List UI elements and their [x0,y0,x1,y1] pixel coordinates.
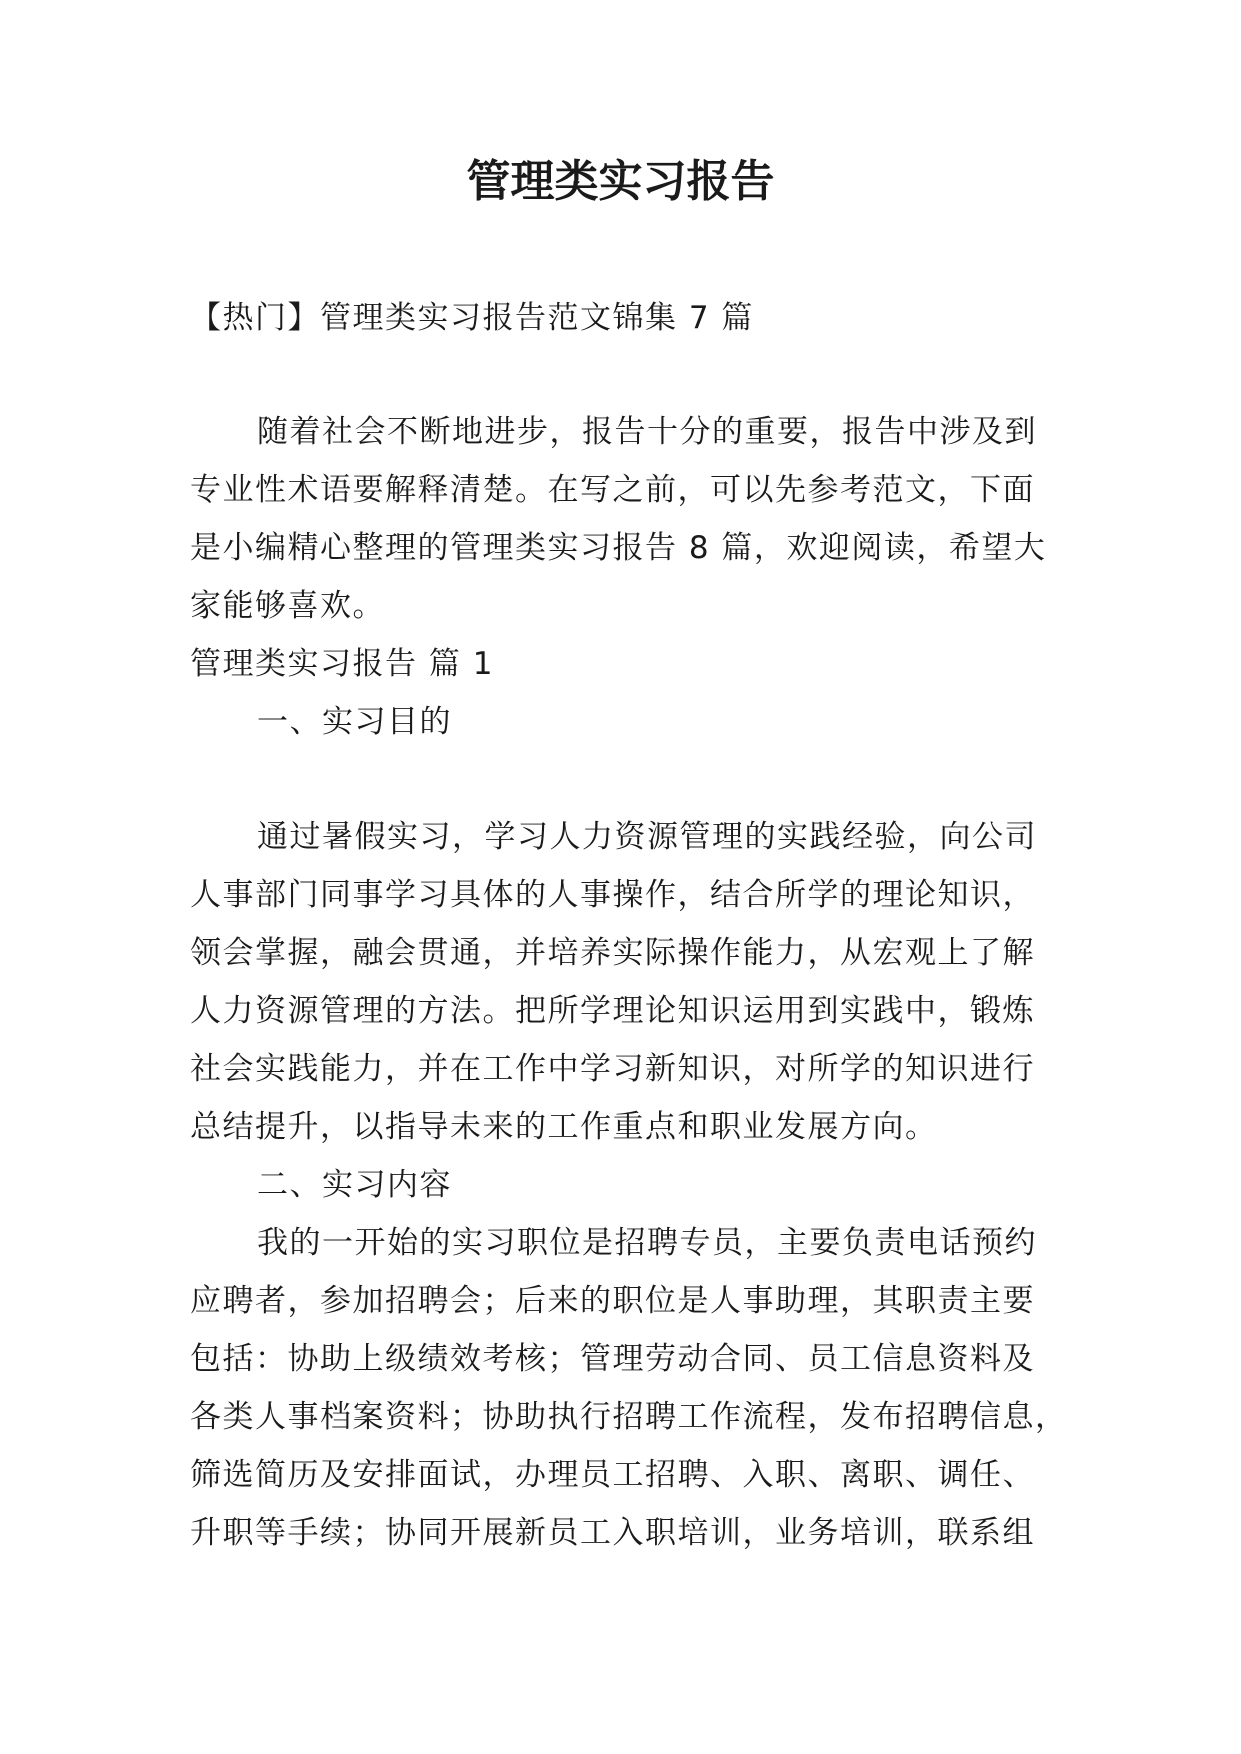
intro-line: 随着社会不断地进步，报告十分的重要，报告中涉及到 [257,414,1037,450]
section-heading: 管理类实习报告 篇 1 [190,646,494,682]
document-subtitle: 【热门】管理类实习报告范文锦集 7 篇 [190,300,754,336]
intro-line: 是小编精心整理的管理类实习报告 8 篇，欢迎阅读，希望大 [190,530,1047,566]
content-line: 应聘者，参加招聘会；后来的职位是人事助理，其职责主要 [190,1283,1035,1319]
purpose-line: 社会实践能力，并在工作中学习新知识，对所学的知识进行 [190,1051,1035,1087]
purpose-line: 通过暑假实习，学习人力资源管理的实践经验，向公司 [257,819,1037,855]
intro-line: 专业性术语要解释清楚。在写之前，可以先参考范文，下面 [190,472,1035,508]
purpose-line: 人力资源管理的方法。把所学理论知识运用到实践中，锻炼 [190,993,1035,1029]
purpose-line: 总结提升，以指导未来的工作重点和职业发展方向。 [190,1109,938,1145]
purpose-line: 领会掌握，融会贯通，并培养实际操作能力，从宏观上了解 [190,935,1035,971]
content-line: 升职等手续；协同开展新员工入职培训，业务培训，联系组 [190,1515,1035,1551]
content-line: 筛选简历及安排面试，办理员工招聘、入职、离职、调任、 [190,1457,1035,1493]
intro-line: 家能够喜欢。 [190,588,385,624]
content-line: 各类人事档案资料；协助执行招聘工作流程，发布招聘信息， [190,1399,1068,1435]
heading-purpose: 一、实习目的 [257,704,452,740]
heading-content: 二、实习内容 [257,1167,452,1203]
document-title: 管理类实习报告 [466,156,775,207]
content-line: 包括：协助上级绩效考核；管理劳动合同、员工信息资料及 [190,1341,1035,1377]
content-line: 我的一开始的实习职位是招聘专员，主要负责电话预约 [257,1225,1037,1261]
purpose-line: 人事部门同事学习具体的人事操作，结合所学的理论知识， [190,877,1035,913]
